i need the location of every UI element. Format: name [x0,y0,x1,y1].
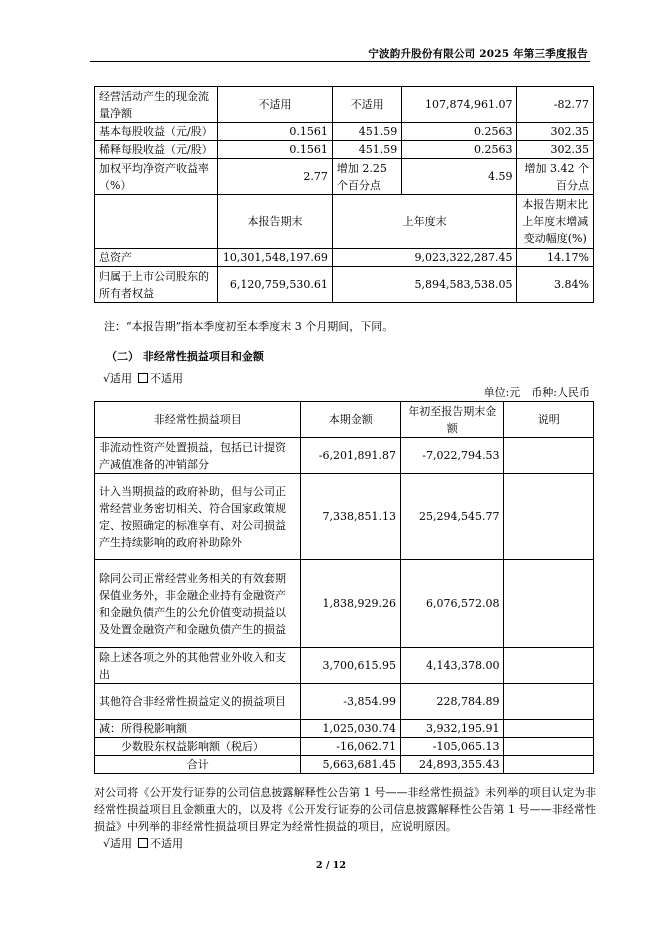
cell-value: -6,201,891.87 [301,438,401,474]
row-label: 减：所得税影响额 [95,720,301,738]
checkbox-empty-icon [138,373,148,383]
cell-value: -7,022,794.53 [400,438,503,474]
cell-value: 14.17% [517,249,594,267]
cell-note [504,756,594,774]
applicability-checkbox-group-2 [103,835,183,851]
row-label: 合计 [95,756,301,774]
cell-note [504,648,594,684]
financial-indicators-table [94,86,594,303]
row-label: 非流动性资产处置损益，包括已计提资产减值准备的冲销部分 [95,438,301,474]
row-label: 其他符合非经常性损益定义的损益项目 [95,684,301,720]
row-label: 经营活动产生的现金流量净额 [95,87,218,123]
cell-value: 107,874,961.07 [402,87,517,123]
table-row [95,249,594,267]
column-header: 本期金额 [301,402,401,438]
cell-value: 增加 2.25 个百分点 [332,159,401,195]
cell-note [504,720,594,738]
cell-note [504,474,594,560]
table-row [95,738,594,756]
cell-value: 24,893,355.43 [400,756,503,774]
cell-value: 3,932,195.91 [400,720,503,738]
row-label: 除上述各项之外的其他营业外收入和支出 [95,648,301,684]
cell-note [504,684,594,720]
table-row [95,474,594,560]
applicable-checked-label: √适用 [103,837,133,850]
column-header: 本报告期末比上年度末增减变动幅度(%) [517,195,594,249]
column-header: 本报告期末 [218,195,333,249]
cell-value: 6,076,572.08 [400,560,503,648]
explanation-paragraph: 对公司将《公开发行证券的公司信息披露解释性公告第 1 号——非经常性损益》未列举的项目认定为非经常性损益项目且金额重大的，以及将《公开发行证券的公司信息披露解释性公告第 1 号——非经常性损益》中列举的非经常性损益项目界定为经常性损益的项目，应说明原因。 [94,786,596,833]
cell-value: -105,065.13 [400,738,503,756]
cell-note [504,560,594,648]
cell-value: 25,294,545.77 [400,474,503,560]
page-number: 2 / 12 [316,860,346,871]
not-applicable-label: 不适用 [150,837,184,850]
column-header: 上年度末 [332,195,517,249]
empty-cell [95,195,218,249]
cell-value: 2.77 [218,159,333,195]
row-label: 归属于上市公司股东的所有者权益 [95,267,218,303]
column-header: 非经常性损益项目 [95,402,301,438]
cell-value: 4.59 [402,159,517,195]
row-label: 除同公司正常经营业务相关的有效套期保值业务外，非金融企业持有金融资产和金融负债产生的公允价值变动损益以及处置金融资产和金融负债产生的损益 [95,560,301,648]
cell-value: 3.84% [517,267,594,303]
unit-label: 单位:元 币种:人民币 [483,386,590,399]
table-row [95,560,594,648]
table-row [95,438,594,474]
table-note: 注：“本报告期”指本季度初至本季度末 3 个月期间，下同。 [104,320,394,333]
cell-value: 451.59 [332,141,401,159]
row-label: 基本每股收益（元/股） [95,123,218,141]
cell-value: 1,025,030.74 [301,720,401,738]
table-total-row [95,756,594,774]
cell-value: 451.59 [332,123,401,141]
cell-value: 0.1561 [218,123,333,141]
cell-value: 5,663,681.45 [301,756,401,774]
page-header: 宁波韵升股份有限公司 2025 年第三季度报告 [368,48,588,60]
cell-note [504,438,594,474]
row-label: 计入当期损益的政府补助，但与公司正常经营业务密切相关、符合国家政策规定、按照确定的标准享有、对公司损益产生持续影响的政府补助除外 [95,474,301,560]
cell-value: 9,023,322,287.45 [332,249,517,267]
table-row [95,684,594,720]
column-header: 年初至报告期末金额 [400,402,503,438]
cell-value: 302.35 [517,123,594,141]
cell-value: 0.2563 [402,141,517,159]
cell-value: 5,894,583,538.05 [332,267,517,303]
cell-value: 302.35 [517,141,594,159]
cell-value: 0.2563 [402,123,517,141]
table-row [95,87,594,123]
table-row [95,720,594,738]
not-applicable-label: 不适用 [150,372,184,385]
cell-value: 4,143,378.00 [400,648,503,684]
cell-value: 0.1561 [218,141,333,159]
table-header-row [95,402,594,438]
cell-value: 增加 3.42 个百分点 [517,159,594,195]
cell-value: -82.77 [517,87,594,123]
cell-value: 7,338,851.13 [301,474,401,560]
checkbox-empty-icon [138,838,148,848]
table-row [95,267,594,303]
cell-value: 10,301,548,197.69 [218,249,333,267]
header-rule [90,61,590,62]
table-row [95,159,594,195]
non-recurring-items-table [94,401,594,774]
applicable-checked-label: √适用 [103,372,133,385]
cell-value: -16,062.71 [301,738,401,756]
table-row [95,141,594,159]
row-label: 加权平均净资产收益率（%） [95,159,218,195]
cell-note [504,738,594,756]
cell-value: 不适用 [218,87,333,123]
applicability-checkbox-group [103,370,183,386]
column-header: 说明 [504,402,594,438]
section-title: （二） 非经常性损益项目和金额 [106,350,264,363]
row-label: 总资产 [95,249,218,267]
table-row [95,123,594,141]
cell-value: 1,838,929.26 [301,560,401,648]
cell-value: 228,784.89 [400,684,503,720]
table-subheader-row [95,195,594,249]
cell-value: 不适用 [332,87,401,123]
cell-value: 6,120,759,530.61 [218,267,333,303]
cell-value: -3,854.99 [301,684,401,720]
row-label: 少数股东权益影响额（税后） [95,738,301,756]
table-row [95,648,594,684]
row-label: 稀释每股收益（元/股） [95,141,218,159]
cell-value: 3,700,615.95 [301,648,401,684]
